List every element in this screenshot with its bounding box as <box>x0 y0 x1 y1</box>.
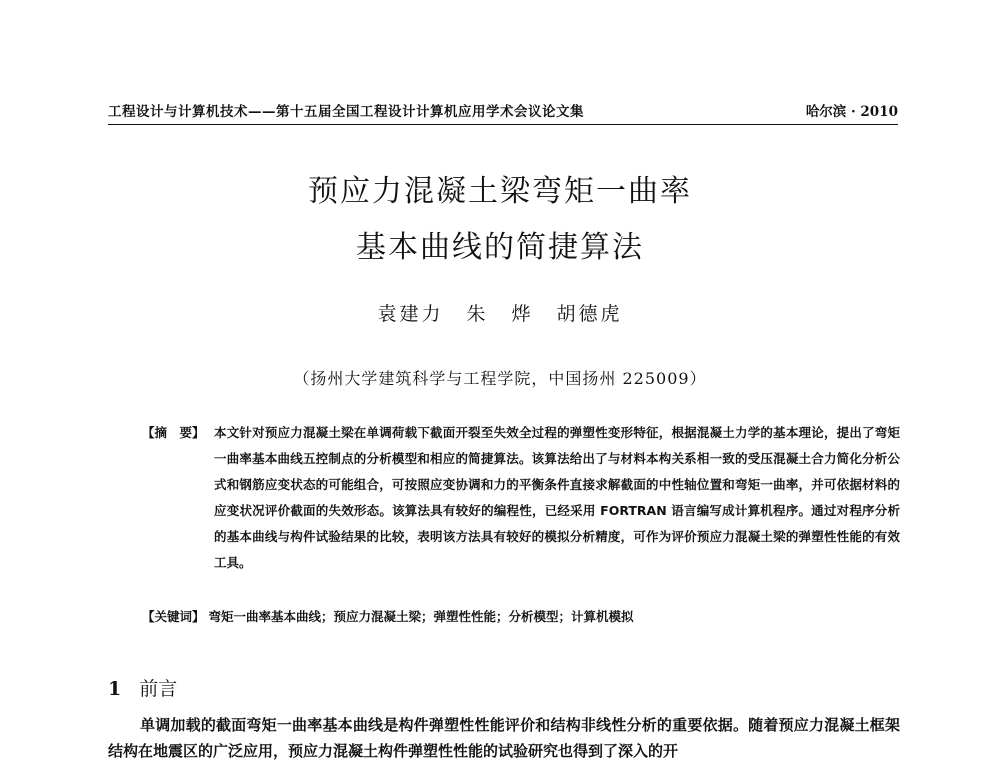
journal-name: 工程设计与计算机技术——第十五届全国工程设计计算机应用学术会议论文集 <box>108 104 584 120</box>
abstract-text: 本文针对预应力混凝土梁在单调荷载下截面开裂至失效全过程的弹塑性变形特征，根据混凝土力学的基本理论，提出了弯矩一曲率基本曲线五控制点的分析模型和相应的简捷算法。该算法给出了与材料本构关系相一致的受压混凝土合力简化分析公式和钢筋应变状态的可能组合，可按照应变协调和力的平衡条件直接求解截面的中性轴位置和弯矩一曲率，并可依据材料的应变状况评价截面的失效形态。该算法具有较好的编程性，已经采用 FORTRAN 语言编写成计算机程序。通过对程序分析的基本曲线与构件试验结果的比较，表明该方法具有较好的模拟分析精度，可作为评价预应力混凝土梁的弹塑性性能的有效工具。 <box>214 425 900 570</box>
authors: 袁建力 朱 烨 胡德虎 <box>377 303 623 325</box>
body-paragraph: 单调加载的截面弯矩一曲率基本曲线是构件弹塑性性能评价和结构非线性分析的重要依据。随着预应力混凝土框架结构在地震区的广泛应用，预应力混凝土构件弹塑性性能的试验研究也得到了深入的开 <box>108 716 900 760</box>
affiliation: （扬州大学建筑科学与工程学院，中国扬州 225009） <box>293 369 707 388</box>
abstract <box>142 420 900 576</box>
conference-location-year: 哈尔滨 · 2010 <box>805 104 898 120</box>
paper-title-line2: 基本曲线的简捷算法 <box>356 230 644 265</box>
keywords-text: 弯矩一曲率基本曲线；预应力混凝土梁；弹塑性性能；分析模型；计算机模拟 <box>208 609 634 624</box>
section-heading <box>108 674 177 701</box>
section-number: 1 <box>108 678 122 700</box>
abstract-label: 【摘 要】 <box>142 425 205 440</box>
keywords-label: 【关键词】 <box>142 609 205 624</box>
paper-title-line1: 预应力混凝土梁弯矩一曲率 <box>308 174 692 209</box>
section-title: 前言 <box>139 678 178 700</box>
keywords <box>142 604 900 630</box>
running-head <box>108 100 898 125</box>
